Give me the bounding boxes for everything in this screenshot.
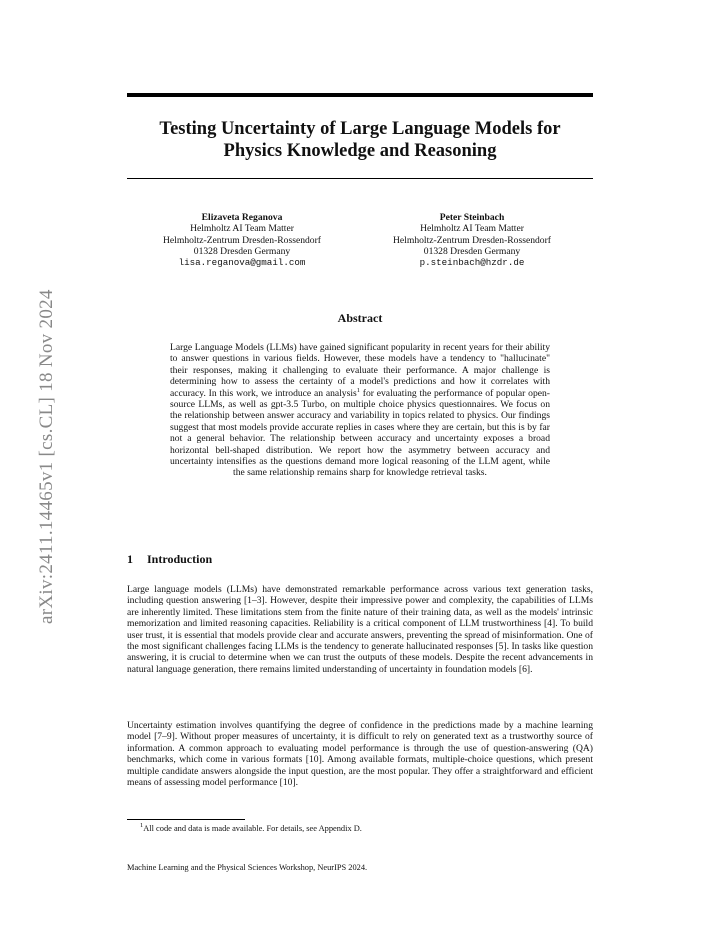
abstract-heading: Abstract	[337, 311, 383, 325]
paper-title	[127, 118, 593, 162]
footnote-rule	[127, 819, 245, 820]
footnote-text: All code and data is made available. For details, see Appendix D.	[143, 824, 362, 833]
author-block-2	[352, 212, 592, 268]
footnote	[140, 824, 590, 834]
title-line-2: Physics Knowledge and Reasoning	[223, 141, 497, 161]
author-name: Peter Steinbach	[439, 212, 505, 223]
author-address: 01328 Dresden Germany	[193, 245, 291, 257]
author-institution: Helmholtz-Zentrum Dresden-Rossendorf	[163, 234, 321, 246]
title-bottom-rule	[127, 178, 593, 179]
abstract-text-part-1: Large Language Models (LLMs) have gained significant popularity in recent years for their ability to answer questions in various fields. However, these models have a tendency to "hallucinate" their responses, making it challenging to evaluate their performance. A major challenge is determining how to assess the certainty of a model's predictions and how it correlates with accuracy. In this work, we introduce an analysis	[170, 342, 550, 399]
intro-paragraph-2: Uncertainty estimation involves quantifying the degree of confidence in the predictions made by a machine learning model [7–9]. Without proper measures of uncertainty, it is difficult to rely on generated text as a trustworthy source of information. A common approach to evaluating model performance is through the use of question-answering (QA) benchmarks, which come in various formats [10]. Among available formats, multiple-choice questions, which present multiple candidate answers alongside the input question, are the most popular. They offer a straightforward and efficient means of assessing model performance [10].	[127, 720, 593, 789]
section-heading-introduction	[127, 552, 593, 567]
footnote-number: 1	[140, 822, 144, 830]
venue-footer: Machine Learning and the Physical Sciences Workshop, NeurIPS 2024.	[127, 863, 368, 872]
author-institution: Helmholtz-Zentrum Dresden-Rossendorf	[393, 234, 551, 246]
section-number: 1	[127, 552, 133, 566]
abstract-text	[170, 342, 550, 479]
title-top-rule	[127, 93, 593, 97]
title-line-1: Testing Uncertainty of Large Language Models for	[159, 119, 561, 139]
intro-paragraph-1: Large language models (LLMs) have demonstrated remarkable performance across various text generation tasks, including question answering [1–3]. However, despite their impressive power and complexity, the capabilities of LLMs are inherently limited. These limitations stem from the finite nature of their training data, as well as the models' intrinsic memorization and limited reasoning capacities. Reliability is a critical component of LLM trustworthiness [4]. To build user trust, it is essential that models provide clear and accurate answers, preventing the spread of misinformation. One of the most significant challenges facing LLMs is the tendency to generate hallucinated responses [5]. In tasks like question answering, it is crucial to determine when we can trust the outputs of these models. Despite the recent advancements in natural language generation, there remains limited understanding of uncertainty in foundation models [6].	[127, 584, 593, 675]
author-affiliation: Helmholtz AI Team Matter	[190, 223, 294, 235]
author-affiliation: Helmholtz AI Team Matter	[420, 223, 524, 235]
arxiv-identifier: arXiv:2411.14465v1 [cs.CL] 18 Nov 2024	[36, 289, 57, 624]
author-email: p.steinbach@hzdr.de	[419, 257, 525, 269]
author-name: Elizaveta Reganova	[201, 212, 283, 223]
author-email: lisa.reganova@gmail.com	[178, 257, 306, 269]
section-title: Introduction	[147, 552, 213, 566]
author-address: 01328 Dresden Germany	[423, 245, 521, 257]
author-block-1	[122, 212, 362, 268]
footnote-marker: 1	[356, 386, 360, 394]
abstract-text-part-2: for evaluating the performance of popular open-source LLMs, as well as gpt-3.5 Turbo, on multiple choice physics questionnaires. We focus on the relationship between answer accuracy and variability in topics related to physics. Our findings suggest that most models provide accurate replies in cases where they are certain, but this is by far not a general behavior. The relationship between accuracy and uncertainty exposes a broad horizontal bell-shaped distribution. We report how the asymmetry between accuracy and uncertainty intensifies as the questions demand more logical reasoning of the LLM agent, while the same relationship remains sharp for knowledge retrieval tasks.	[170, 387, 550, 479]
